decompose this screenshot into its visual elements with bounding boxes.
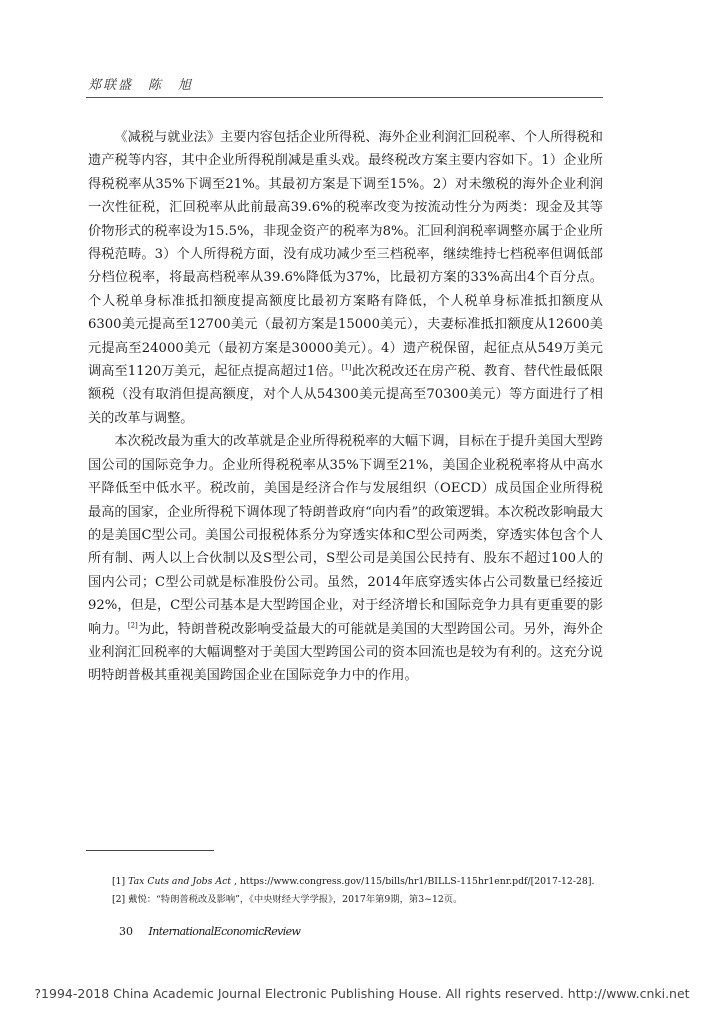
footnote-divider [86,850,214,851]
footnote-title: Tax Cuts and Jobs Act [128,876,232,887]
header-divider [86,97,603,98]
body-paragraph [88,430,603,687]
article-body [88,126,603,688]
footnote-reference[interactable]: [1] [341,363,352,372]
paragraph-text: 本次税改最为重大的改革就是企业所得税税率的大幅下调，目标在于提升美国大型跨国公司的国际竞争力。企业所得税税率从35%下调至21%，美国企业税税率将从中高水平降低至中低水平。税改前，美国是经济合作与发展组织（OECD）成员国企业所得税最高的国家，企业所得税下调体现了特朗普政府“向内看”的政策逻辑。本次税改影响最大的是美国C型公司。美国公司报税体系分为穿透实体和C型公司两类，穿透实体包含个人所有制、两人以上合伙制以及S型公司，S型公司是美国公民持有、股东不超过100人的国内公司；C型公司就是标准股份公司。虽然，2014年底穿透实体占公司数量已经接近92%，但是，C型公司基本是大型跨国企业，对于经济增长和国际竞争力具有更重要的影响力。 [88,434,603,637]
footnote-item [112,873,602,891]
paragraph-text: 为此，特朗普税改影响受益最大的可能就是美国的大型跨国公司。另外，海外企业利润汇回税率的大幅调整对于美国大型跨国公司的资本回流也是较为有利的。这充分说明特朗普极其重视美国跨国企业在国际竞争力中的作用。 [88,621,603,684]
page-number: 30 [119,925,133,938]
footnote-reference[interactable]: [2] [127,621,138,630]
copyright-watermark: ?1994-2018 China Academic Journal Electronic Publishing House. All rights reserved. http://www.cnki.net [34,986,690,1001]
footnote-label: [1] [112,876,126,887]
footnote-text: , https://www.congress.gov/115/bills/hr1/BILLS-115hr1enr.pdf/[2017-12-28]. [231,876,595,887]
paragraph-text: 此次税改还在房产税、教育、替代性最低限额税（没有取消但提高额度，对个人从54300美元提高至70300美元）等方面进行了相关的改革与调整。 [88,364,604,426]
paragraph-text: 《减税与就业法》主要内容包括企业所得税、海外企业利润汇回税率、个人所得税和遗产税等内容，其中企业所得税削减是重头戏。最终税改方案主要内容如下。1）企业所得税税率从35%下调至21%。其最初方案是下调至15%。2）对未缴税的海外企业利润一次性征税，汇回税率从此前最高39.6%的税率改变为按流动性分为两类：现金及其等价物形式的税率设为15.5%，非现金资产的税率为8%。汇回利润税率调整亦属于企业所得税范畴。3）个人所得税方面，没有成功减少至三档税率，继续维持七档税率但调低部分档位税率，将最高档税率从39.6%降低为37%，比最初方案的33%高出4个百分点。个人税单身标准抵扣额度提高额度比最初方案略有降低，个人税单身标准抵扣额度从6300美元提高至12700美元（最初方案是15000美元），夫妻标准抵扣额度从12600美元提高至24000美元（最初方案是30000美元）。4）遗产税保留，起征点从549万美元调高至1120万美元，起征点提高超过1倍。 [88,130,603,380]
body-paragraph [88,126,603,430]
footnotes [112,873,602,909]
running-header-authors: 郑联盛 陈 旭 [88,78,194,93]
footnote-label: [2] [112,894,126,905]
page-footer [119,925,300,938]
footnote-text: 戴悦：“特朗普税改及影响”，《中央财经大学学报》，2017年第9期，第3~12页。 [128,894,463,905]
footnote-item [112,891,602,909]
journal-name: InternationalEconomicReview [148,925,301,938]
